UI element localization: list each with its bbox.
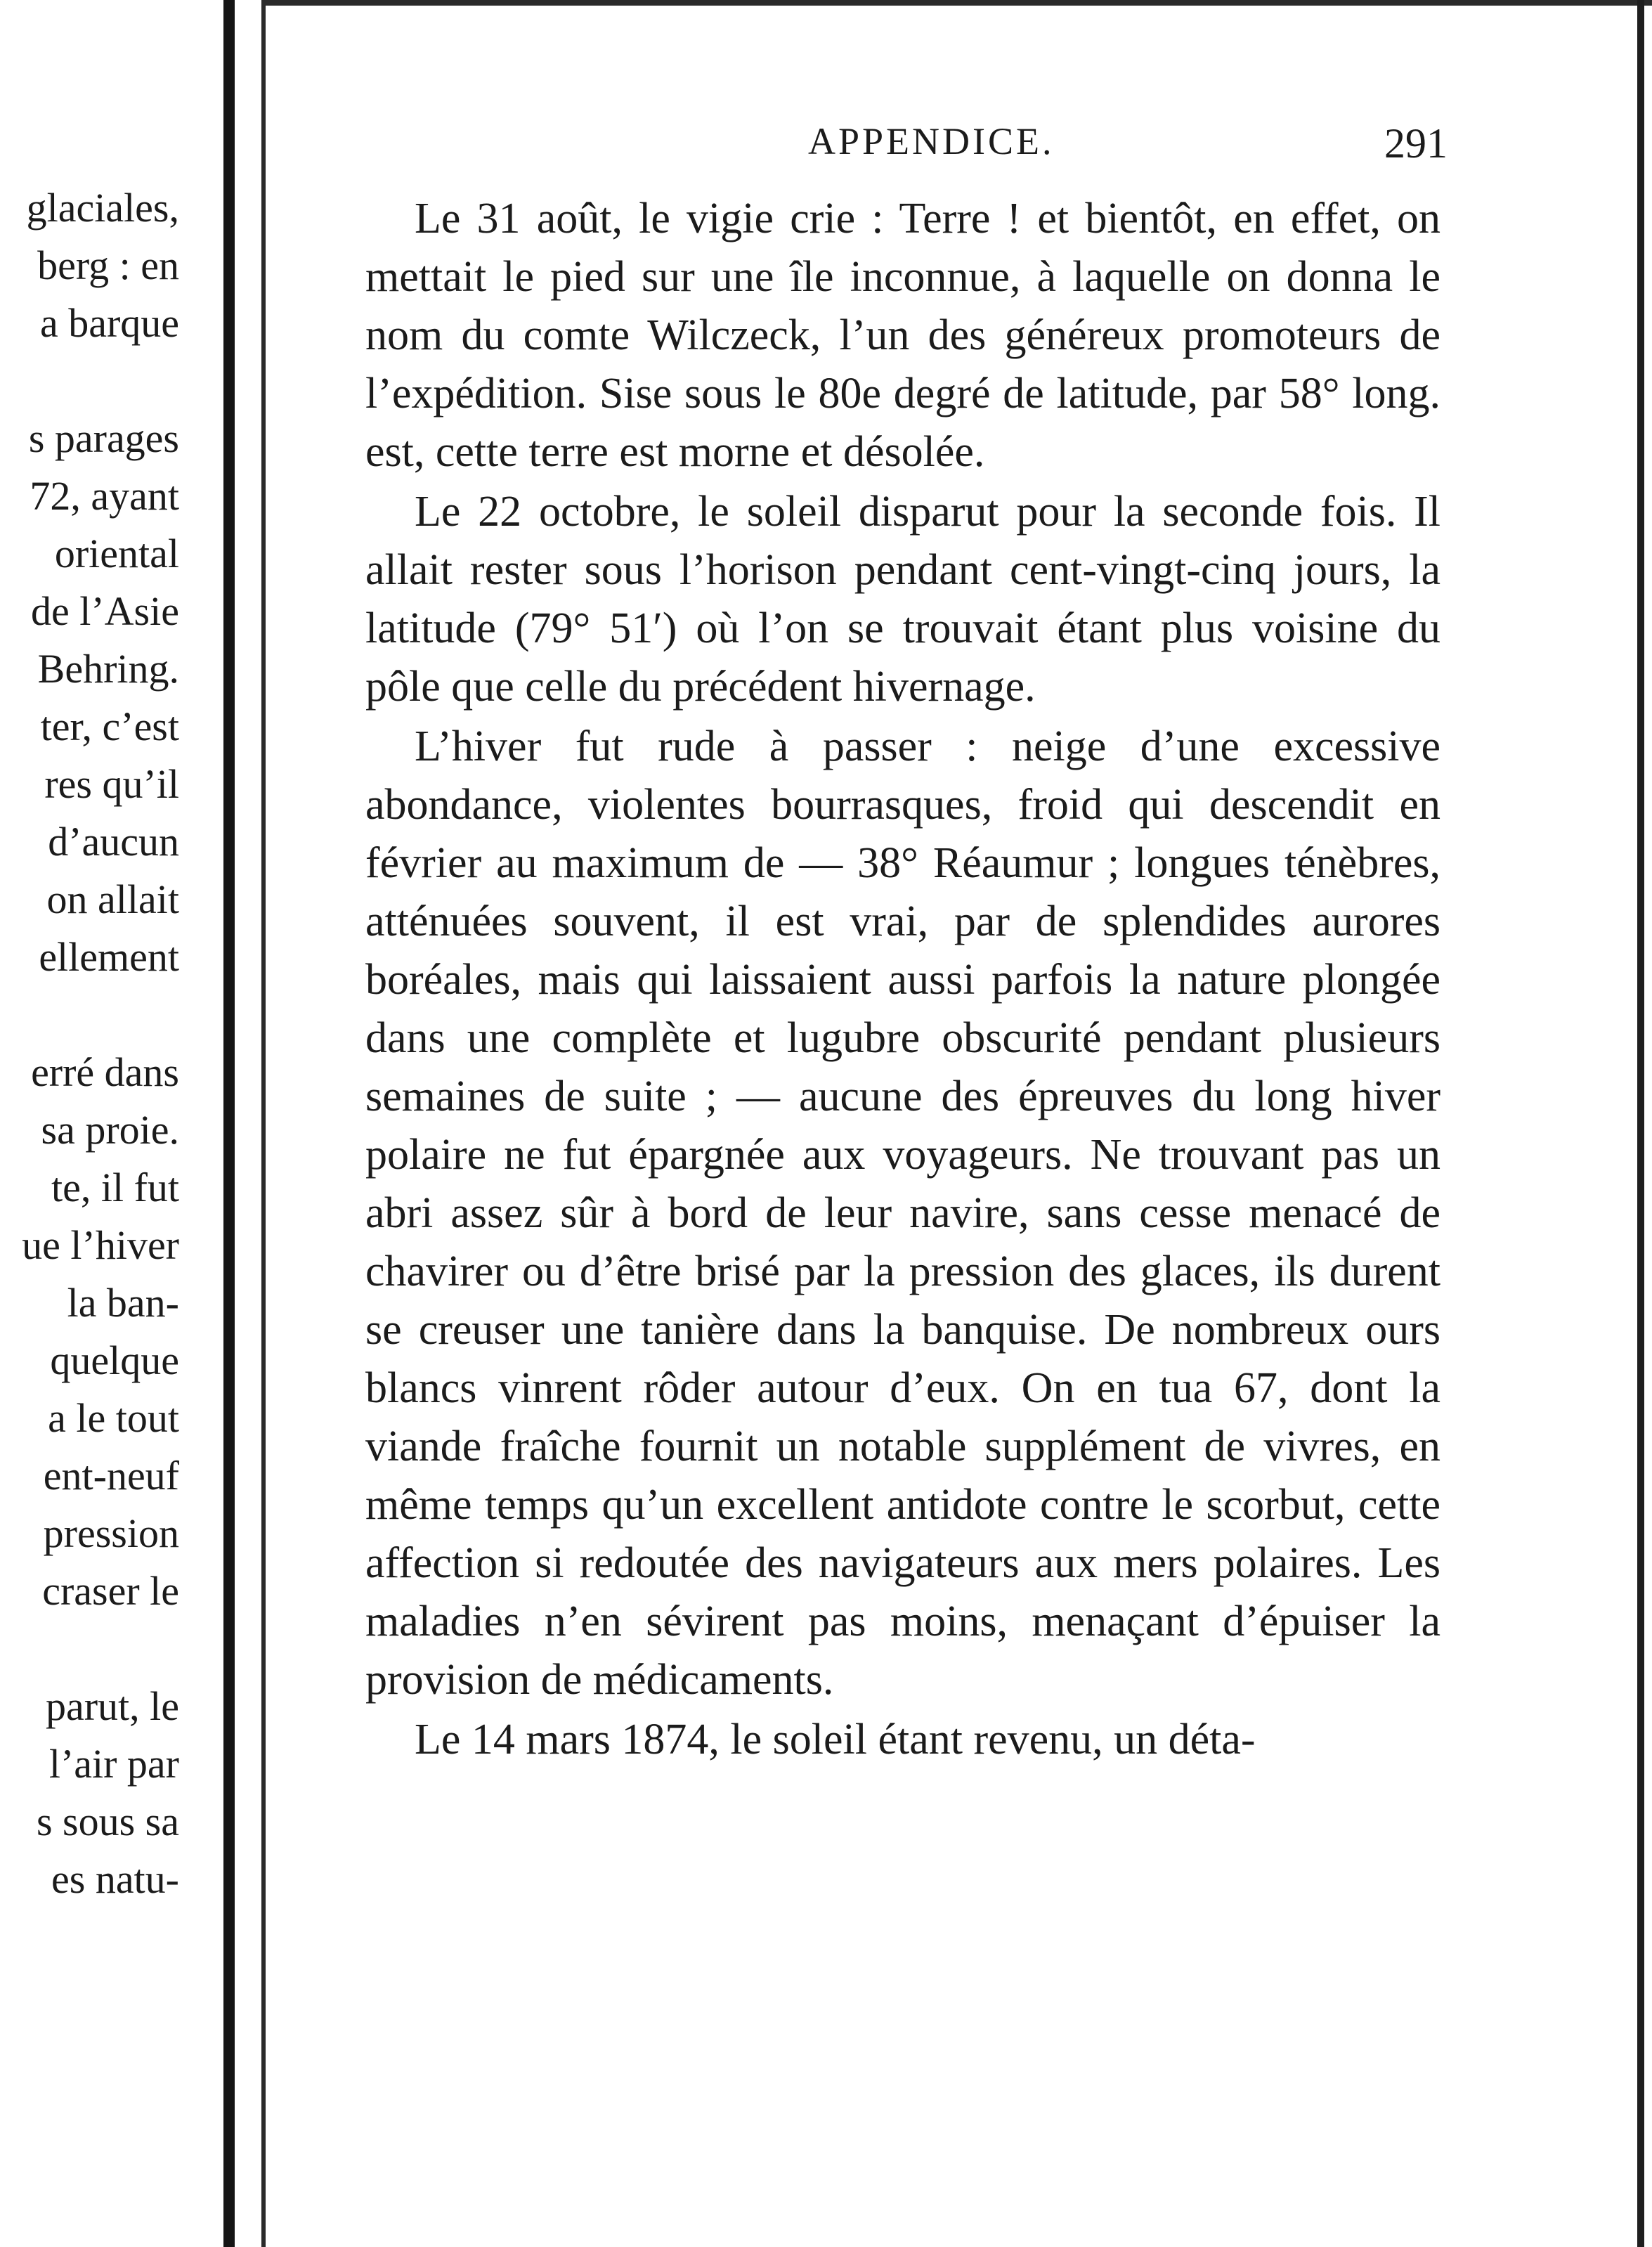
left-page-line: ellement	[39, 934, 179, 980]
left-page-line: l’air par	[48, 1741, 179, 1787]
left-page-line: s sous sa	[36, 1799, 179, 1844]
running-head	[365, 119, 1448, 190]
left-page-line	[0, 986, 179, 1044]
left-page-line: s parages	[28, 415, 179, 461]
left-page-line: te, il fut	[51, 1165, 179, 1210]
left-page-line: a le tout	[48, 1395, 179, 1441]
paragraph: Le 14 mars 1874, le soleil étant revenu, un déta-	[415, 1716, 1256, 1763]
left-page-text	[0, 179, 179, 1908]
paragraph: Le 31 août, le vigie crie : Terre ! et bientôt, en effet, on mettait le pied sur une île inconnue, à laquelle on donna le nom du comte Wilczeck, l’un des généreux promoteurs de l’expédition. Sise sous le 80e degré de latitude, par 58° long. est, cette terre est morne et désolée.	[365, 195, 1440, 476]
top-edge-rule	[261, 0, 1652, 6]
left-page-line: Behring.	[37, 646, 179, 692]
running-title: APPENDICE.	[808, 120, 1055, 162]
left-page-line: de l’Asie	[31, 588, 179, 634]
left-page-line: res qu’il	[44, 761, 179, 807]
page-edge-rule	[261, 0, 266, 2247]
left-page-line: pression	[43, 1510, 179, 1556]
page-number: 291	[1384, 120, 1448, 167]
left-page-line: erré dans	[31, 1049, 179, 1095]
left-page-line: la ban-	[67, 1280, 179, 1326]
left-page-line: ent-neuf	[43, 1453, 179, 1498]
left-page-fragment	[0, 0, 232, 2247]
left-page-line	[0, 352, 179, 410]
body-text	[365, 190, 1440, 1769]
left-page-line: d’aucun	[48, 819, 179, 865]
left-page-line: on allait	[46, 876, 179, 922]
left-page-line: glaciales,	[26, 185, 179, 231]
gutter-shadow	[223, 0, 235, 2247]
left-page-line: quelque	[50, 1338, 179, 1383]
main-page	[365, 119, 1448, 1770]
left-page-line	[0, 1620, 179, 1678]
left-page-line: 72, ayant	[30, 473, 179, 519]
paragraph: L’hiver fut rude à passer : neige d’une excessive abondance, violentes bourrasques, froid qui descendit en février au maximum de — 38° Réaumur ; longues ténèbres, atténuées souvent, il est vrai, par de splendides aurores boréales, mais qui laissaient aussi parfois la nature plongée dans une complète et lugubre obscurité pendant plusieurs semaines de suite ; — aucune des épreuves du long hiver polaire ne fut épargnée aux voyageurs. Ne trouvant pas un abri assez sûr à bord de leur navire, sans cesse menacé de chavirer ou d’être brisé par la pression des glaces, ils durent se creuser une tanière dans la banquise. De nombreux ours blancs vinrent rôder autour d’eux. On en tua 67, dont la viande fraîche fournit un notable supplément de vivres, en même temps qu’un excellent antidote contre le scorbut, cette affection si redoutée des navigateurs aux mers polaires. Les maladies n’en sévirent pas moins, menaçant d’épuiser la provision de médicaments.	[365, 723, 1440, 1704]
left-page-line: ter, c’est	[40, 704, 179, 749]
left-page-line: berg : en	[37, 242, 179, 288]
right-edge-rule	[1637, 0, 1644, 2247]
left-page-line: es natu-	[51, 1856, 179, 1902]
left-page-line: a barque	[39, 300, 179, 346]
left-page-line: oriental	[54, 531, 179, 576]
left-page-line: craser le	[42, 1568, 179, 1614]
left-page-line: parut, le	[45, 1683, 179, 1729]
paragraph: Le 22 octobre, le soleil disparut pour la seconde fois. Il allait rester sous l’horison pendant cent-vingt-cinq jours, la latitude (79° 51′) où l’on se trouvait étant plus voisine du pôle que celle du précédent hivernage.	[365, 488, 1440, 711]
left-page-line: ue l’hiver	[22, 1222, 179, 1268]
left-page-line: sa proie.	[41, 1107, 179, 1153]
